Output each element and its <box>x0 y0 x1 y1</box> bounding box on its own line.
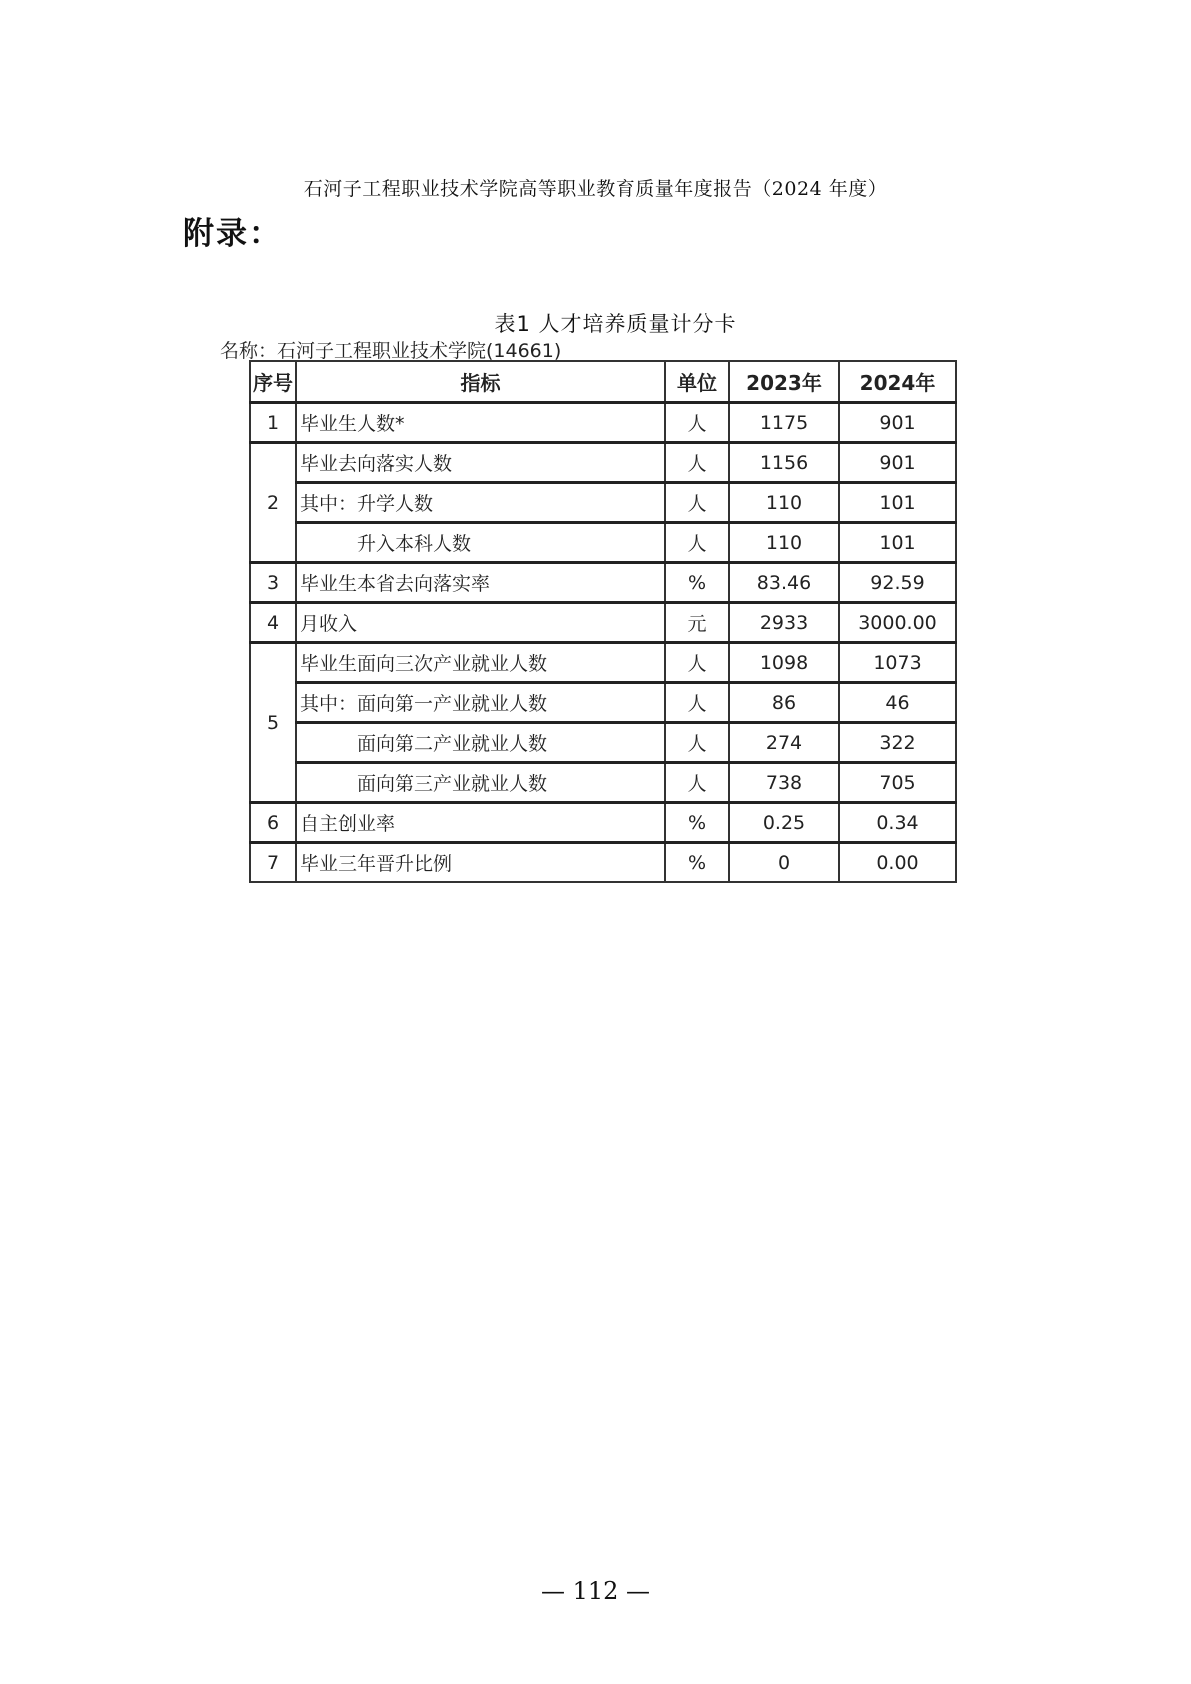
cell-seq: 2 <box>250 443 296 563</box>
cell-2023: 738 <box>729 763 839 803</box>
cell-indicator: 面向第二产业就业人数 <box>296 723 665 763</box>
header-unit: 单位 <box>665 361 729 403</box>
cell-seq: 6 <box>250 803 296 843</box>
cell-unit: 人 <box>665 763 729 803</box>
cell-2024: 0.34 <box>839 803 956 843</box>
cell-2023: 110 <box>729 483 839 523</box>
cell-unit: 人 <box>665 523 729 563</box>
table-row <box>250 843 956 883</box>
cell-2024: 3000.00 <box>839 603 956 643</box>
cell-2024: 101 <box>839 523 956 563</box>
table-row <box>250 603 956 643</box>
appendix-heading: 附录： <box>183 216 282 252</box>
cell-2024: 901 <box>839 403 956 443</box>
header-2024: 2024年 <box>839 361 956 403</box>
cell-unit: 人 <box>665 443 729 483</box>
cell-unit: 人 <box>665 643 729 683</box>
cell-seq: 1 <box>250 403 296 443</box>
cell-unit: 元 <box>665 603 729 643</box>
cell-2024: 101 <box>839 483 956 523</box>
cell-indicator: 其中：面向第一产业就业人数 <box>296 683 665 723</box>
report-header-title: 石河子工程职业技术学院高等职业教育质量年度报告（2024 年度） <box>303 178 888 200</box>
cell-2024: 92.59 <box>839 563 956 603</box>
cell-2023: 1156 <box>729 443 839 483</box>
cell-2023: 83.46 <box>729 563 839 603</box>
cell-2024: 901 <box>839 443 956 483</box>
cell-2024: 1073 <box>839 643 956 683</box>
cell-2023: 110 <box>729 523 839 563</box>
table-row <box>250 403 956 443</box>
cell-seq: 4 <box>250 603 296 643</box>
header-seq: 序号 <box>250 361 296 403</box>
table-row <box>250 563 956 603</box>
cell-unit: % <box>665 803 729 843</box>
cell-indicator: 其中：升学人数 <box>296 483 665 523</box>
cell-2023: 2933 <box>729 603 839 643</box>
table-caption: 表1 人才培养质量计分卡 <box>494 312 737 336</box>
cell-2024: 0.00 <box>839 843 956 883</box>
table-row <box>250 763 956 803</box>
cell-2023: 1098 <box>729 643 839 683</box>
header-2023: 2023年 <box>729 361 839 403</box>
table-row <box>250 443 956 483</box>
cell-unit: 人 <box>665 683 729 723</box>
cell-seq: 7 <box>250 843 296 883</box>
cell-2023: 274 <box>729 723 839 763</box>
table-row <box>250 683 956 723</box>
cell-seq: 5 <box>250 643 296 803</box>
cell-2024: 46 <box>839 683 956 723</box>
cell-unit: 人 <box>665 483 729 523</box>
institution-name: 名称：石河子工程职业技术学院(14661) <box>220 340 562 362</box>
cell-indicator: 毕业去向落实人数 <box>296 443 665 483</box>
cell-seq: 3 <box>250 563 296 603</box>
table-row <box>250 643 956 683</box>
cell-2023: 0 <box>729 843 839 883</box>
cell-indicator: 毕业三年晋升比例 <box>296 843 665 883</box>
table-row <box>250 803 956 843</box>
cell-indicator: 毕业生面向三次产业就业人数 <box>296 643 665 683</box>
table-row <box>250 483 956 523</box>
cell-unit: % <box>665 843 729 883</box>
table-header-row <box>250 361 956 403</box>
cell-2023: 0.25 <box>729 803 839 843</box>
cell-2023: 1175 <box>729 403 839 443</box>
cell-2024: 705 <box>839 763 956 803</box>
cell-indicator: 毕业生人数* <box>296 403 665 443</box>
cell-indicator: 毕业生本省去向落实率 <box>296 563 665 603</box>
cell-indicator: 升入本科人数 <box>296 523 665 563</box>
page-number: — 112 — <box>540 1577 651 1605</box>
cell-indicator: 月收入 <box>296 603 665 643</box>
cell-unit: 人 <box>665 723 729 763</box>
cell-unit: % <box>665 563 729 603</box>
table-row <box>250 523 956 563</box>
table-row <box>250 723 956 763</box>
cell-2024: 322 <box>839 723 956 763</box>
cell-indicator: 面向第三产业就业人数 <box>296 763 665 803</box>
cell-indicator: 自主创业率 <box>296 803 665 843</box>
cell-2023: 86 <box>729 683 839 723</box>
cell-unit: 人 <box>665 403 729 443</box>
header-indicator: 指标 <box>296 361 665 403</box>
talent-quality-scorecard-table <box>249 360 957 883</box>
